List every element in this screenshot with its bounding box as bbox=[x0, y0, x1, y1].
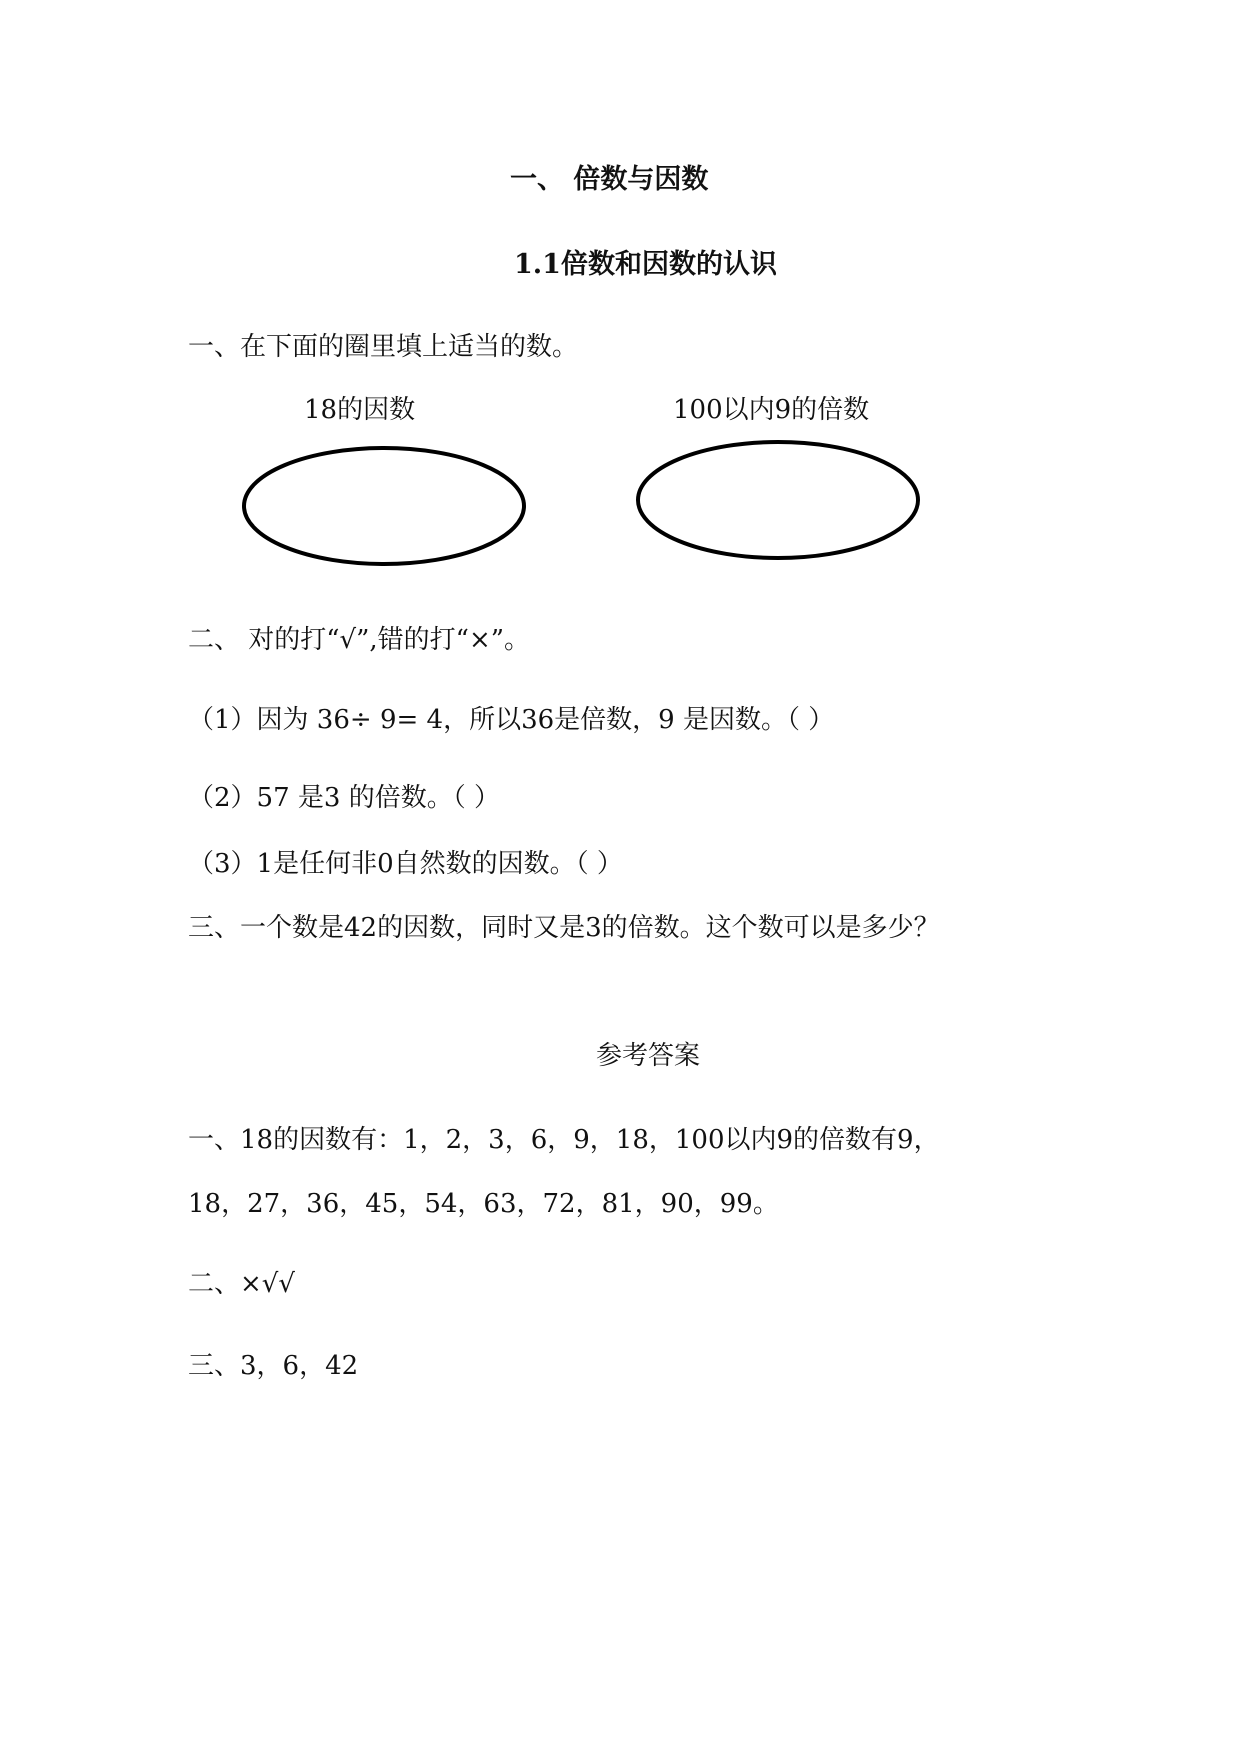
chapter-title: 一、 倍数与因数 bbox=[510, 164, 709, 195]
ellipse-left[interactable] bbox=[244, 448, 524, 564]
answer-1-line-1: 一、18的因数有：1，2，3，6，9，18，100以内9的倍数有9， bbox=[188, 1125, 940, 1155]
answer-3: 三、3，6，42 bbox=[188, 1351, 359, 1381]
question-3-prompt: 三、一个数是42的因数，同时又是3的倍数。这个数可以是多少？ bbox=[188, 913, 940, 943]
question-1-prompt: 一、在下面的圈里填上适当的数。 bbox=[188, 332, 579, 362]
question-2-item-1: （1）因为 36÷ 9= 4，所以36是倍数，9 是因数。（ ） bbox=[188, 705, 835, 735]
question-2-item-2: （2）57 是3 的倍数。（ ） bbox=[188, 783, 500, 813]
ellipse-right[interactable] bbox=[638, 442, 918, 558]
section-title: 1.1倍数和因数的认识 bbox=[514, 249, 777, 280]
ellipse-label-left: 18的因数 bbox=[304, 395, 416, 425]
answer-1-line-2: 18，27，36，45，54，63，72，81，90，99。 bbox=[188, 1189, 779, 1219]
question-2-item-3: （3）1是任何非0自然数的因数。（ ） bbox=[188, 849, 623, 879]
answers-heading: 参考答案 bbox=[596, 1041, 701, 1071]
ellipse-label-right: 100以内9的倍数 bbox=[673, 395, 870, 425]
answer-2: 二、×√√ bbox=[188, 1269, 295, 1299]
question-2-prompt: 二、 对的打“√”,错的打“×”。 bbox=[188, 625, 531, 655]
